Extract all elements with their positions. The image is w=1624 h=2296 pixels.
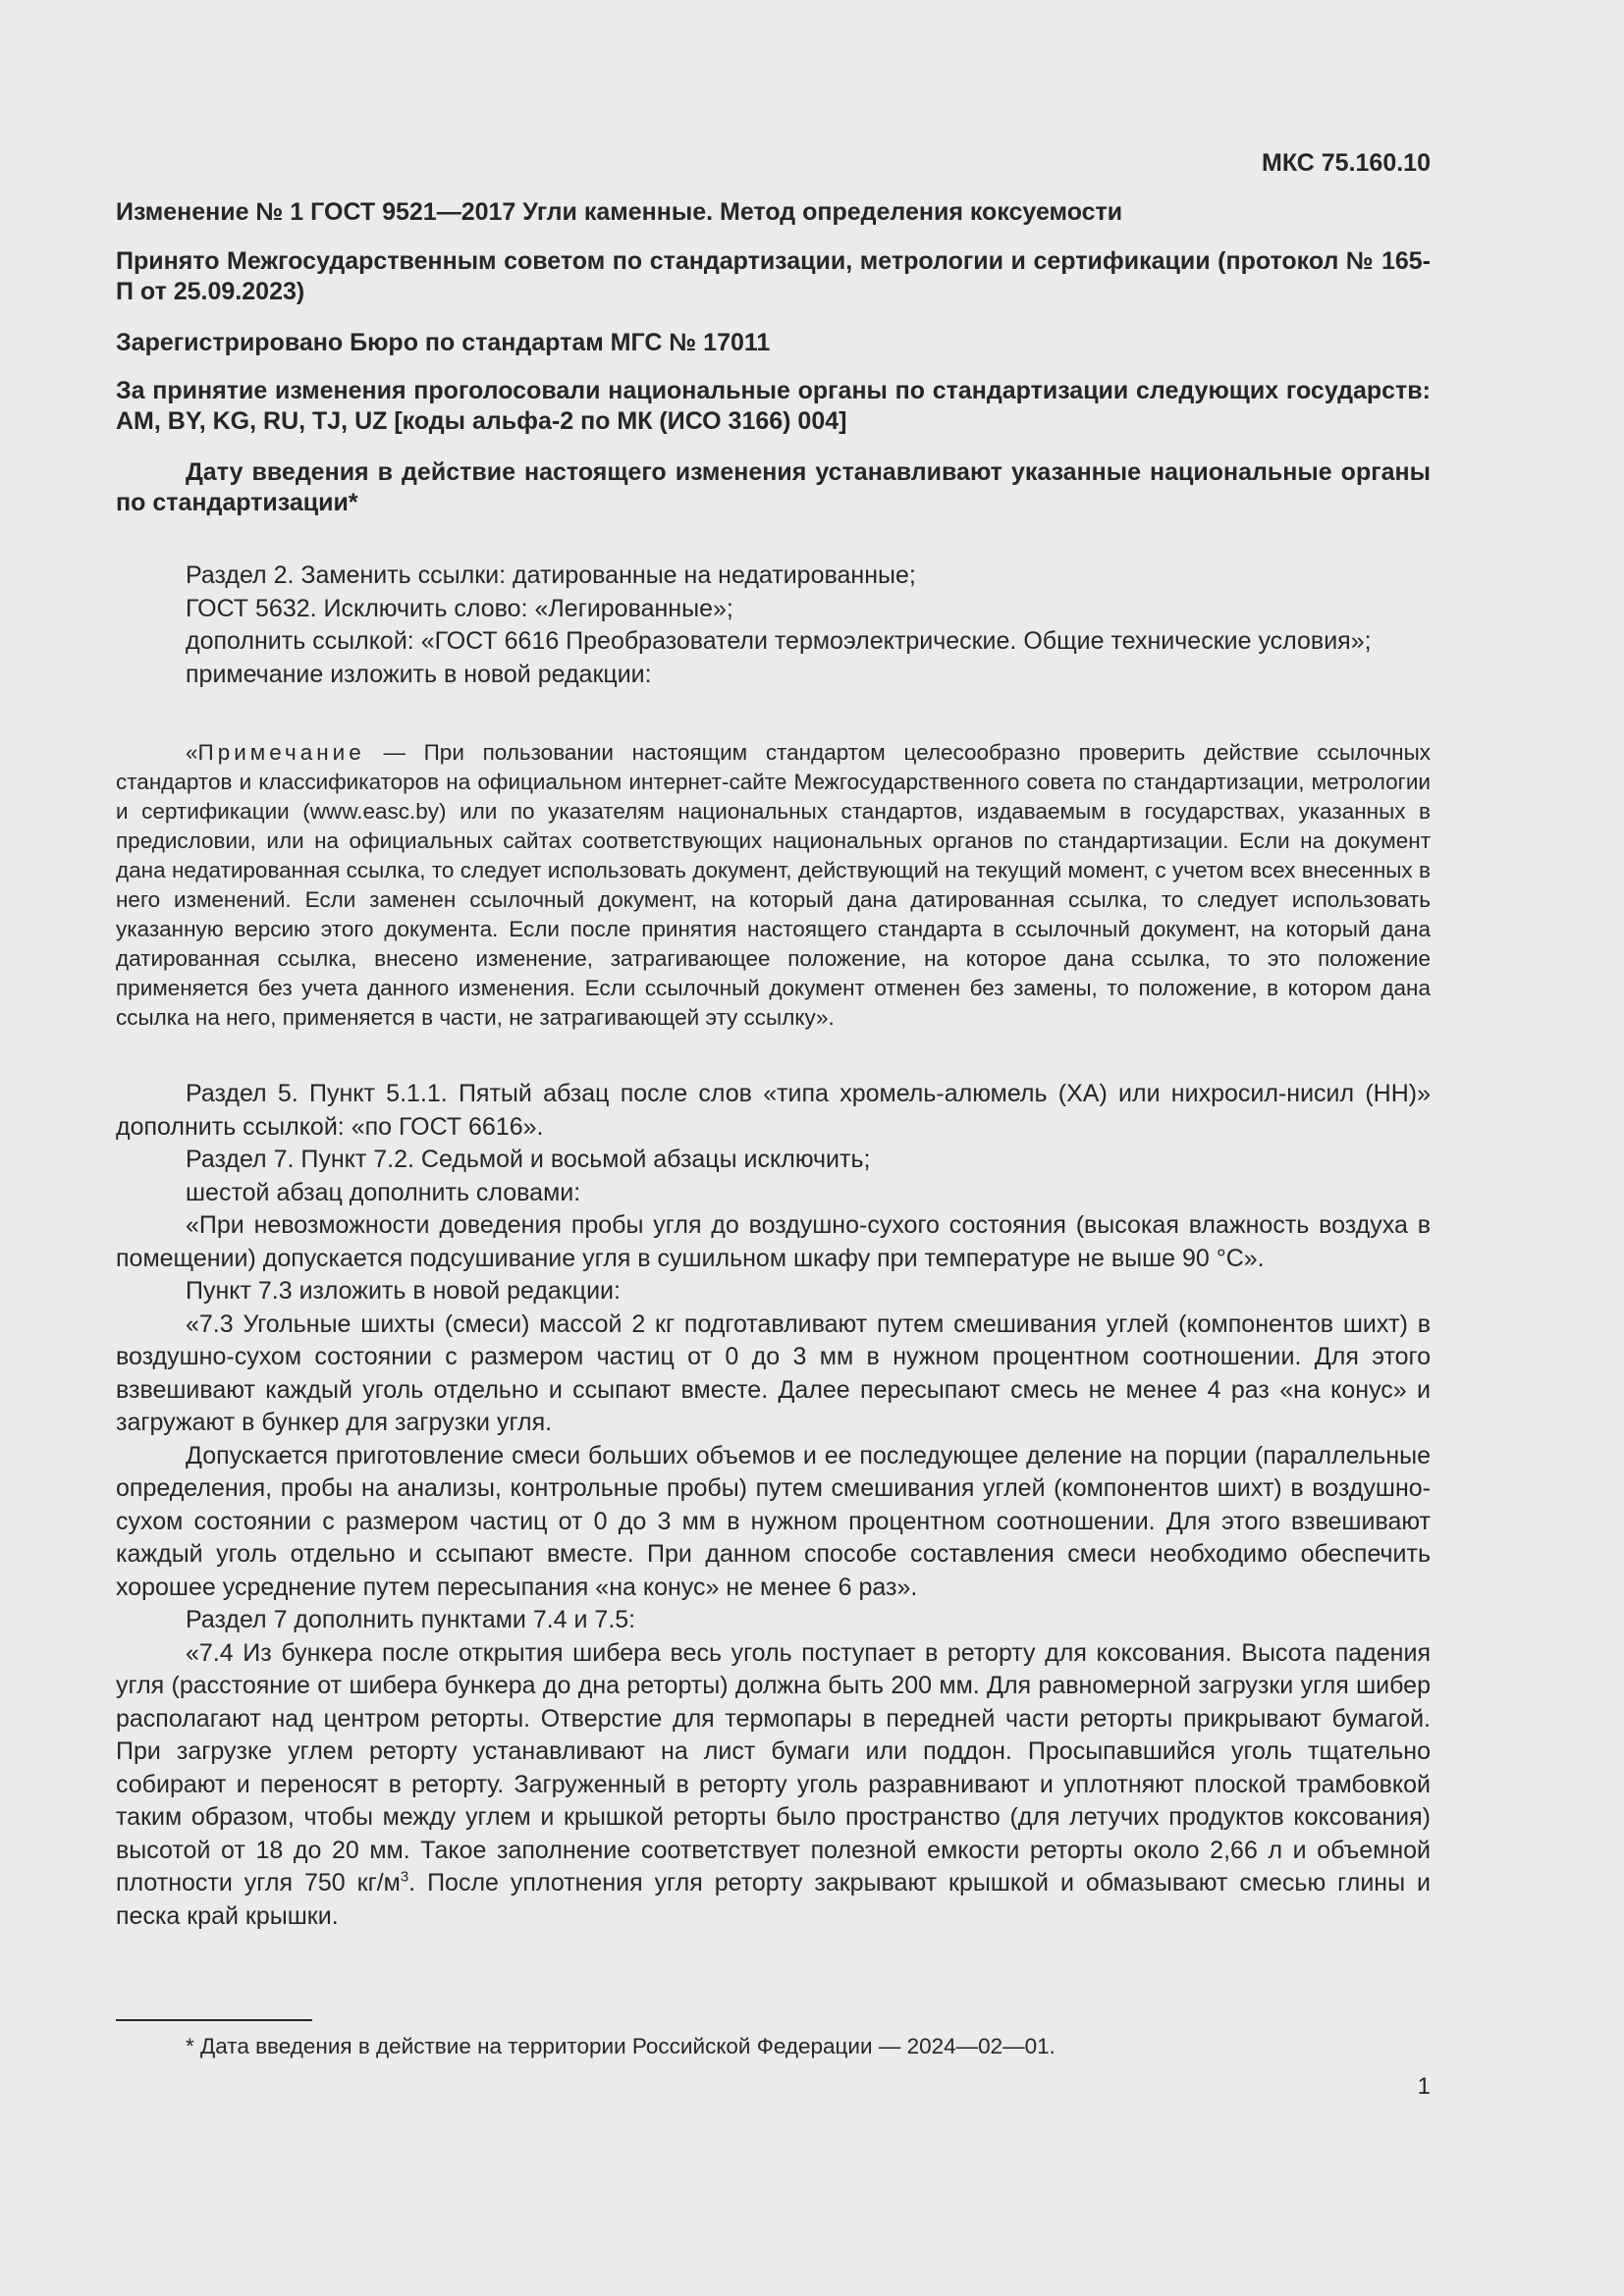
note-paragraph	[116, 738, 1431, 1033]
footnote-separator	[116, 2019, 312, 2021]
amendment-title: Изменение № 1 ГОСТ 9521—2017 Угли каменные. Метод определения коксуемости	[116, 198, 1123, 226]
change-item: Раздел 7 дополнить пунктами 7.4 и 7.5:	[186, 1606, 636, 1633]
change-item: дополнить ссылкой: «ГОСТ 6616 Преобразователи термоэлектрические. Общие технические условия»;	[186, 627, 1372, 655]
registration-statement: Зарегистрировано Бюро по стандартам МГС № 17011	[116, 329, 771, 356]
superscript-3: 3	[400, 1868, 409, 1886]
footnote: * Дата введения в действие на территории Российской Федерации — 2024—02—01.	[186, 2034, 1056, 2058]
adopted-statement: Принято Межгосударственным советом по стандартизации, метрологии и сертификации (протокол № 165-П от 25.09.2023)	[116, 247, 1431, 305]
effective-date-statement: Дату введения в действие настоящего изменения устанавливают указанные национальные органы по стандартизации*	[116, 458, 1431, 516]
change-item: примечание изложить в новой редакции:	[186, 660, 652, 688]
clause-7-4-text-end: . После уплотнения угля реторту закрывают крышкой и обмазывают смесью глины и песка край крышки.	[116, 1869, 1431, 1930]
clause-7-4-text: «7.4 Из бункера после открытия шибера весь уголь поступает в реторту для коксования. Высота падения угля (расстояние от шибера бункера до дна реторты) должна быть 200 мм. Для равномерной загрузки угля шибер располагают над центром реторты. Отверстие для термопары в передней части реторты прикрывают бумагой. При загрузке углем реторту устанавливают на лист бумаги или поддон. Просыпавшийся уголь тщательно собирают и переносят в реторту. Загруженный в реторту уголь разравнивают и уплотняют плоской трамбовкой таким образом, чтобы между углем и крышкой реторты было пространство (для летучих продуктов коксования) высотой от 18 до 20 мм. Такое заполнение соответствует полезной емкости реторты около 2,66 л и объемной плотности угля 750 кг/м	[116, 1638, 1431, 1896]
clause-7-3: «7.3 Угольные шихты (смеси) массой 2 кг подготавливают путем смешивания углей (компонентов шихт) в воздушно-сухом состоянии с размером частиц от 0 до 3 мм в нужном процентном соотношении. Для этого взвешивают каждый уголь отдельно и ссыпают вместе. Далее пересыпают смесь не менее 4 раз «на конус» и загружают в бункер для загрузки угля.	[116, 1309, 1431, 1436]
change-item: Раздел 5. Пункт 5.1.1. Пятый абзац после слов «типа хромель-алюмель (ХА) или нихросил-нисил (НН)» дополнить ссылкой: «по ГОСТ 6616».	[116, 1080, 1431, 1141]
change-item: Раздел 2. Заменить ссылки: датированные на недатированные;	[186, 561, 916, 589]
note-text: — При пользовании настоящим стандартом целесообразно проверить действие ссылочных стандартов и классификаторов на официальном интернет-сайте Межгосударственного совета по стандартизации, метрологии и сертификации (www.easc.by) или по указателям национальных стандартов, издаваемым в государствах, указанных в предисловии, или на официальных сайтах соответствующих национальных органов по стандартизации. Если на документ дана недатированная ссылка, то следует использовать документ, действующий на текущий момент, с учетом всех внесенных в него изменений. Если заменен ссылочный документ, на который дана датированная ссылка, то следует использовать указанную версию этого документа. Если после принятия настоящего стандарта в ссылочный документ, на который дана датированная ссылка, внесено изменение, затрагивающее положение, на которое дана ссылка, то это положение применяется без учета данного изменения. Если ссылочный документ отменен без замены, то положение, в котором дана ссылка на него, применяется в части, не затрагивающей эту ссылку».	[116, 740, 1431, 1030]
change-item: Раздел 7. Пункт 7.2. Седьмой и восьмой абзацы исключить;	[186, 1146, 871, 1173]
section-2-changes	[116, 560, 1431, 691]
clause-7-4	[116, 1637, 1431, 1934]
change-item: ГОСТ 5632. Исключить слово: «Легированные»;	[186, 594, 733, 622]
mks-code: МКС 75.160.10	[1262, 149, 1431, 177]
change-item: Пункт 7.3 изложить в новой редакции:	[186, 1277, 621, 1305]
change-item: «При невозможности доведения пробы угля до воздушно-сухого состояния (высокая влажность воздуха в помещении) допускается подсушивание угля в сушильном шкафу при температуре не выше 90 °С».	[116, 1211, 1431, 1272]
note-label: Примечание	[197, 740, 365, 765]
change-item: шестой абзац дополнить словами:	[186, 1178, 581, 1206]
voting-statement: За принятие изменения проголосовали национальные органы по стандартизации следующих государств: AM, BY, KG, RU, TJ, UZ [коды альфа-2 по МК (ИСО 3166) 004]	[116, 377, 1431, 435]
note-open-quote: «	[186, 740, 198, 765]
page-number: 1	[1417, 2073, 1431, 2100]
clause-7-3-second-paragraph: Допускается приготовление смеси больших объемов и ее последующее деление на порции (параллельные определения, пробы на анализы, контрольные пробы) путем смешивания углей (компонентов шихт) в воздушно-сухом состоянии с размером частиц от 0 до 3 мм в нужном процентном соотношении. Для этого взвешивают каждый уголь отдельно и ссыпают вместе. При данном способе составления смеси необходимо обеспечить хорошее усреднение путем пересыпания «на конус» не менее 6 раз».	[116, 1441, 1431, 1601]
sections-5-7-changes	[116, 1078, 1431, 1933]
note-block	[116, 738, 1431, 1033]
